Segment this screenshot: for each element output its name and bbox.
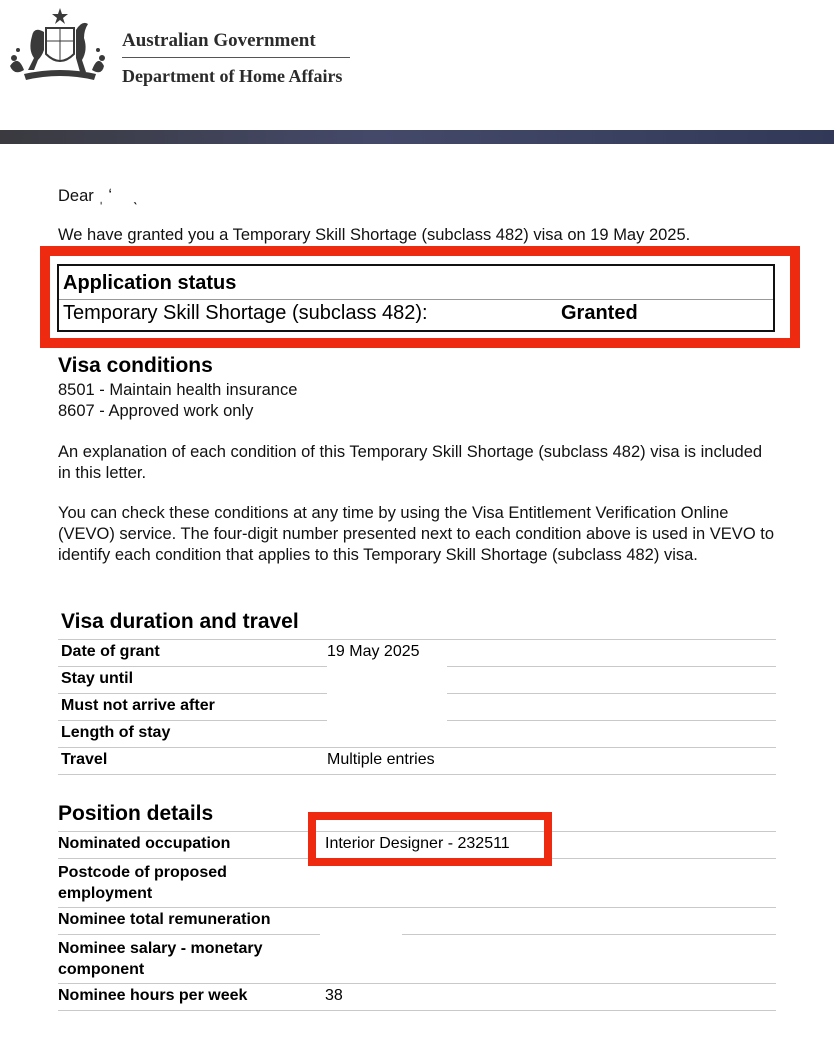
vevo-paragraph: You can check these conditions at any time by using the Visa Entitlement Verification Online (VEVO) service. The four-digit number presented next to each condition above is used in VEVO to identify each condition that applies to this Temporary Skill Shortage (subclass 482) visa. (58, 504, 774, 564)
row-divider (402, 934, 776, 935)
coat-of-arms-logo (4, 6, 112, 88)
row-divider (58, 907, 776, 908)
table-row-value: 38 (325, 987, 343, 1004)
table-row-label: Date of grant (61, 643, 160, 660)
table-row-label: Must not arrive after (61, 697, 215, 714)
row-divider (58, 666, 327, 667)
table-row-label: Nominated occupation (58, 835, 231, 852)
table-row-label: Length of stay (61, 724, 171, 741)
row-divider (58, 983, 776, 984)
row-divider (58, 693, 327, 694)
visa-conditions-title: Visa conditions (58, 354, 213, 377)
table-row-label: Postcode of proposed employment (58, 864, 227, 902)
greeting: Dear ˌ ʻ ˎ (58, 187, 139, 205)
row-divider (447, 720, 776, 721)
table-row-label: Nominee salary - monetary component (58, 940, 263, 978)
row-divider (58, 720, 327, 721)
table-row-label: Stay until (61, 670, 134, 687)
table-row-label: Nominee total remuneration (58, 911, 271, 928)
condition-item: 8501 - Maintain health insurance (58, 381, 298, 399)
row-divider (58, 639, 776, 640)
position-details-title: Position details (58, 802, 214, 825)
row-divider (447, 666, 776, 667)
row-divider (447, 693, 776, 694)
table-row-value: Multiple entries (327, 751, 435, 768)
conditions-explanation: An explanation of each condition of this Temporary Skill Shortage (subclass 482) visa is included in this letter. (58, 443, 763, 482)
department-title: Department of Home Affairs (122, 66, 343, 86)
table-row-label: Nominee hours per week (58, 987, 248, 1004)
table-row-value: Interior Designer - 232511 (325, 835, 510, 852)
highlight-frame-status (40, 246, 800, 348)
row-divider (58, 1010, 776, 1011)
government-title: Australian Government (122, 30, 316, 51)
header-banner (0, 130, 834, 144)
visa-subclass-label: Temporary Skill Shortage (subclass 482): (63, 302, 428, 324)
conditions-list (58, 380, 297, 422)
application-status-title: Application status (63, 272, 237, 294)
table-row-value: 19 May 2025 (327, 643, 420, 660)
granted-sentence: We have granted you a Temporary Skill Shortage (subclass 482) visa on 19 May 2025. (58, 226, 691, 244)
status-value: Granted (561, 302, 638, 324)
row-divider (58, 934, 320, 935)
row-divider (58, 774, 776, 775)
condition-item: 8607 - Approved work only (58, 402, 254, 420)
table-row-label: Travel (61, 751, 108, 768)
highlight-frame-occupation (308, 812, 552, 866)
header-divider (122, 57, 350, 58)
row-divider (58, 747, 776, 748)
visa-duration-title: Visa duration and travel (61, 610, 299, 633)
